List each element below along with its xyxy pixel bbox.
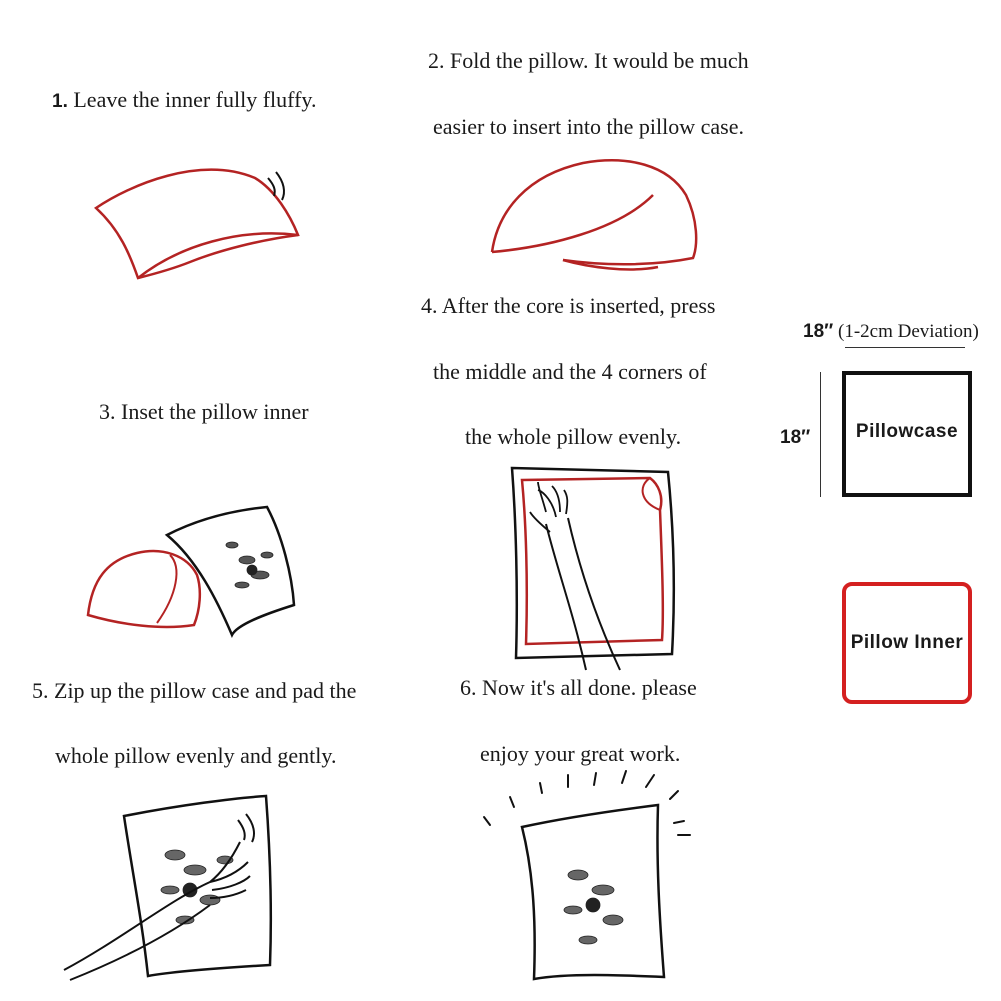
step-2-line-2: easier to insert into the pillow case.: [433, 114, 744, 139]
step-4-line-2: the middle and the 4 corners of: [433, 359, 707, 384]
height-label: 18″: [780, 427, 811, 448]
width-indicator-line: [845, 347, 965, 348]
fluffy-pillow-icon: [90, 160, 310, 290]
height-indicator-line: [820, 372, 821, 497]
width-label: 18″: [803, 321, 834, 342]
step-2-line-1: 2. Fold the pillow. It would be much: [428, 48, 749, 73]
step-6-line-2: enjoy your great work.: [480, 741, 681, 766]
press-pillow-icon: [508, 462, 678, 672]
pillow-inner-box: [842, 582, 972, 704]
step-1-label: Leave the inner fully fluffy.: [73, 87, 317, 112]
pad-pillow-icon: [60, 790, 280, 980]
step-6-line-1: 6. Now it's all done. please: [460, 675, 697, 700]
pillow-inner-label: Pillow Inner: [850, 632, 964, 653]
step-1-text: [52, 89, 317, 111]
folded-pillow-icon: [488, 155, 703, 275]
width-dimension: [803, 322, 979, 341]
finished-pillow-icon: [478, 765, 698, 985]
step-4-line-1: 4. After the core is inserted, press: [421, 293, 716, 318]
step-5-line-2: whole pillow evenly and gently.: [55, 743, 337, 768]
deviation-note: (1-2cm Deviation): [838, 321, 979, 342]
step-5-line-1: 5. Zip up the pillow case and pad the: [32, 678, 357, 703]
step-1-number: 1.: [52, 91, 68, 112]
pillowcase-box: [842, 371, 972, 497]
step-4-line-3: the whole pillow evenly.: [465, 424, 682, 449]
insert-pillow-icon: [82, 505, 307, 640]
step-3-text: 3. Inset the pillow inner: [99, 399, 309, 424]
pillowcase-label: Pillowcase: [855, 421, 959, 442]
